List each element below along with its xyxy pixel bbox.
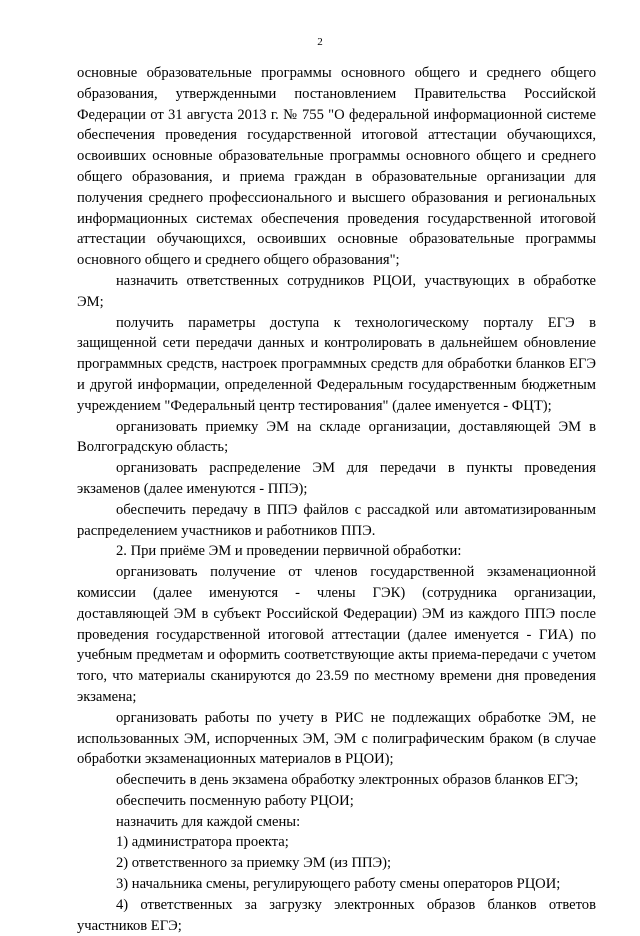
paragraph-10: обеспечить в день экзамена обработку электронных образов бланков ЕГЭ;	[116, 772, 579, 789]
list-item-3: 3) начальника смены, регулирующего работу смены операторов РЦОИ;	[116, 876, 561, 893]
list-item-1: 1) администратора проекта;	[116, 834, 289, 851]
section-heading-2: 2. При приёме ЭМ и проведении первичной обработки:	[116, 543, 462, 560]
paragraph-12: назначить для каждой смены:	[116, 813, 301, 830]
page-number: 2	[317, 36, 323, 48]
paragraph-6: обеспечить передачу в ППЭ файлов с рассадкой или автоматизированным распределением участников и работников ППЭ.	[77, 501, 596, 539]
paragraph-9: организовать работы по учету в РИС не подлежащих обработке ЭМ, не использованных ЭМ, испорченных ЭМ, ЭМ с полиграфическим браком (в случае обработки экзаменационных материалов в РЦОИ);	[77, 709, 596, 768]
paragraph-3: получить параметры доступа к технологическому порталу ЕГЭ в защищенной сети передачи данных и контролировать в дальнейшем обновление программных средств, настроек программных средств для обработки бланков ЕГЭ и другой информации, определенной Федеральным государственным бюджетным учреждением "Федеральный центр тестирования" (далее именуется - ФЦТ);	[77, 314, 596, 414]
paragraph-11: обеспечить посменную работу РЦОИ;	[116, 792, 354, 809]
document-body	[77, 63, 596, 936]
list-item-4: 4) ответственных за загрузку электронных образов бланков ответов участников ЕГЭ;	[77, 896, 596, 934]
paragraph-5: организовать распределение ЭМ для передачи в пункты проведения экзаменов (далее именуются - ППЭ);	[77, 460, 596, 497]
paragraph-4: организовать приемку ЭМ на складе организации, доставляющей ЭМ в Волгоградскую область;	[77, 418, 596, 456]
paragraph-2: назначить ответственных сотрудников РЦОИ, участвующих в обработке ЭМ;	[77, 272, 596, 310]
list-item-2: 2) ответственного за приемку ЭМ (из ППЭ);	[116, 855, 392, 872]
paragraph-8: организовать получение от членов государственной экзаменационной комиссии (далее именуются - члены ГЭК) (сотрудника организации, доставляющей ЭМ в субъект Российской Федерации) ЭМ из каждого ППЭ после проведения государственной итоговой аттестации (далее именуется - ГИА) по учебным предметам и оформить соответствующие акты приема-передачи с учетом того, что материалы сканируются до 23.59 по местному времени дня проведения экзамена;	[77, 564, 596, 705]
paragraph-1: основные образовательные программы основного общего и среднего общего образования, утвержденными постановлением Правительства Российской Федерации от 31 августа 2013 г. № 755 "О федеральной информационной системе обеспечения проведения государственной итоговой аттестации обучающихся, освоивших основные образовательные программы основного общего и среднего общего образования, и приема граждан в образовательные организации для получения среднего профессионального и высшего образования и региональных информационных системах обеспечения проведения государственной итоговой аттестации обучающихся, освоивших основные образовательные программы основного общего и среднего общего образования";	[77, 65, 596, 269]
